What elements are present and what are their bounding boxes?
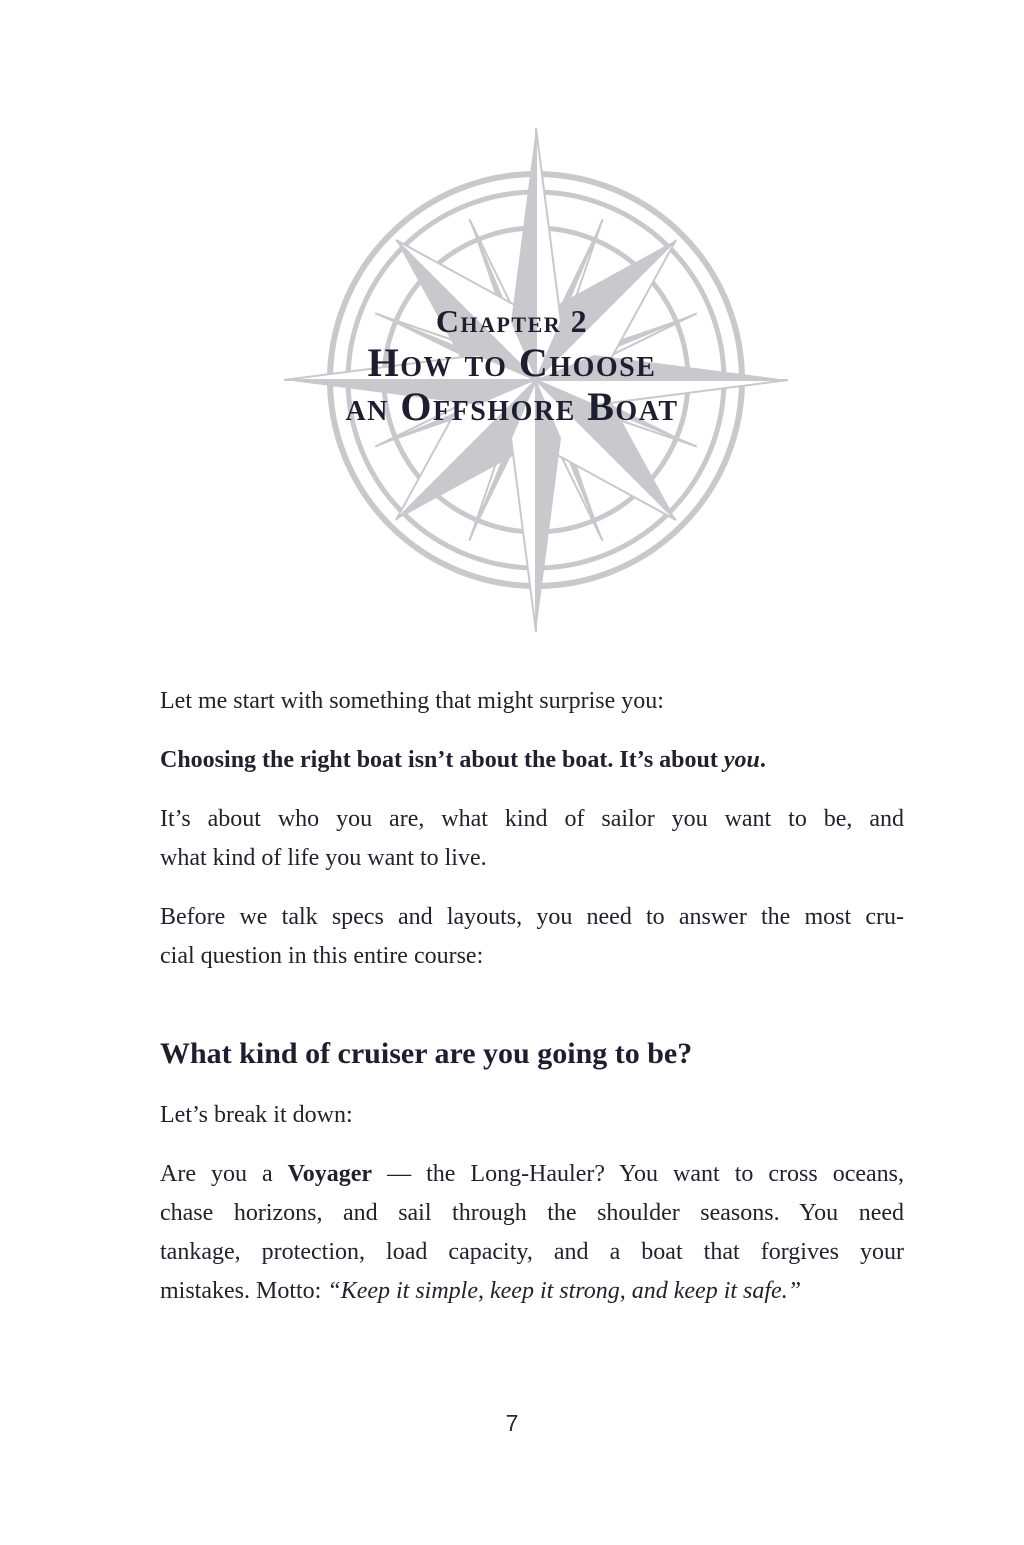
body-text	[160, 682, 904, 1331]
chapter-kicker: Chapter 2	[435, 303, 589, 339]
chapter-title	[0, 301, 1024, 429]
paragraph: Let me start with something that might surprise you:	[160, 688, 664, 714]
chapter-title-line-2: an Offshore Boat	[345, 384, 679, 429]
paragraph: Are you a Voyager — the Long-Hauler? You want to cross oceans, chase horizons, and sail through the shoulder seasons. You need tankage, protection, load capacity, and a boat that forgives your mistakes. Motto: “Keep it simple, keep it strong, and keep it safe.”	[160, 1161, 904, 1304]
paragraph: Choosing the right boat isn’t about the boat. It’s about you.	[160, 747, 766, 773]
section-heading: What kind of cruiser are you going to be?	[160, 1037, 693, 1070]
chapter-title-line-1: How to Choose	[367, 340, 657, 385]
paragraph: Before we talk specs and layouts, you need to answer the most cru- cial question in this entire course:	[160, 904, 904, 969]
page-number: 7	[505, 1410, 519, 1436]
paragraph: Let’s break it down:	[160, 1102, 353, 1128]
paragraph: It’s about who you are, what kind of sailor you want to be, and what kind of life you want to live.	[160, 806, 904, 871]
